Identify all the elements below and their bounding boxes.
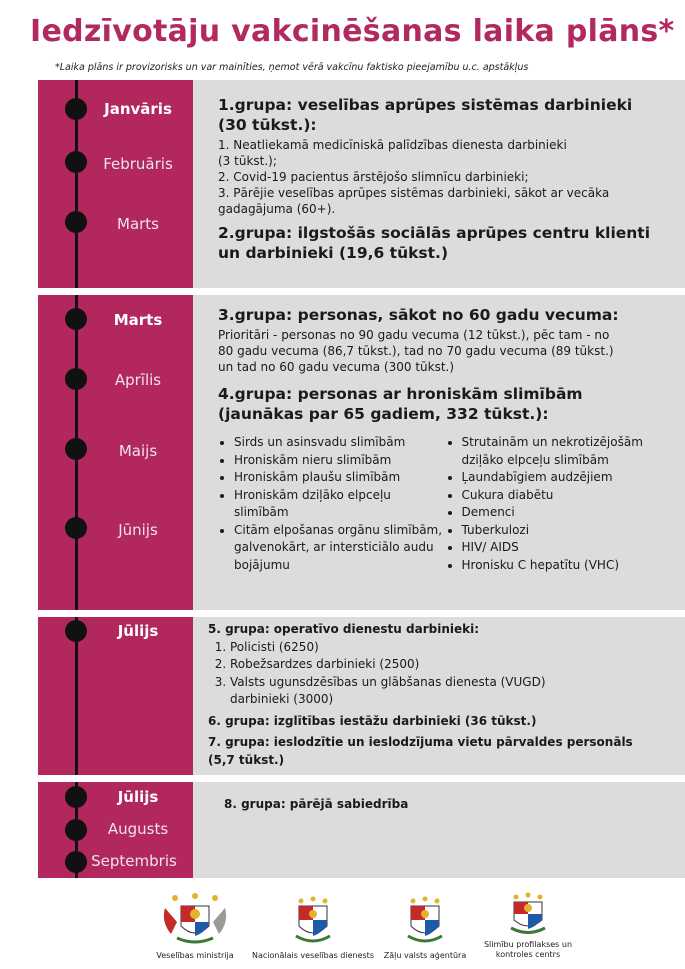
- timeline-dot: [65, 517, 87, 539]
- timeline-dot: [65, 151, 87, 173]
- small-coat-of-arms-icon: [505, 892, 551, 936]
- list-item: • HIV/ AIDS: [462, 539, 674, 557]
- group-1-item: gadagājuma (60+).: [218, 202, 336, 216]
- logo-veselibas-ministrija: [140, 892, 250, 960]
- month-label: Jūnijs: [118, 521, 158, 539]
- list-item: 2. Robežsardzes darbinieki (2500): [230, 656, 673, 674]
- timeline-block-3: [38, 617, 685, 775]
- group-5-title: 5. grupa: operatīvo dienestu darbinieki:: [208, 622, 480, 636]
- group-2-title: 2.grupa: ilgstošās sociālās aprūpes centru klienti: [218, 224, 651, 242]
- list-item: • Cukura diabētu: [462, 487, 674, 505]
- list-item: • Sirds un asinsvadu slimībām: [234, 434, 446, 452]
- list-item: • Tuberkulozi: [462, 522, 674, 540]
- group-3-text: 80 gadu vecuma (86,7 tūkst.), tad no 70 gadu vecuma (89 tūkst.): [218, 344, 614, 358]
- list-item: 1. Policisti (6250): [230, 639, 673, 657]
- month-label: Jūlijs: [117, 622, 159, 640]
- small-coat-of-arms-icon: [402, 896, 448, 946]
- month-label: Janvāris: [104, 100, 172, 118]
- month-sidebar: [38, 295, 193, 610]
- block-content: [224, 796, 673, 814]
- disease-list-left: [218, 434, 446, 574]
- timeline-dot: [65, 98, 87, 120]
- month-label: Aprīlis: [114, 371, 162, 389]
- list-item: • Hroniskām dziļāko elpceļu slimībām: [234, 487, 446, 522]
- group-8-title: 8. grupa: pārējā sabiedrība: [224, 797, 409, 811]
- group-3-text: Prioritāri - personas no 90 gadu vecuma (12 tūkst.), pēc tam - no: [218, 328, 610, 342]
- disease-list-right: [446, 434, 674, 574]
- group-1-item: (3 tūkst.);: [218, 154, 277, 168]
- disease-lists: [218, 434, 673, 574]
- group-7-title: 7. grupa: ieslodzītie un ieslodzījuma vietu pārvaldes personāls: [208, 735, 633, 749]
- timeline-dot: [65, 438, 87, 460]
- group-1-item: 2. Covid-19 pacientus ārstējošo slimnīcu darbinieki;: [218, 170, 529, 184]
- month-sidebar: [38, 80, 193, 288]
- month-label: Maijs: [118, 442, 158, 460]
- timeline-dot: [65, 308, 87, 330]
- disclaimer-note: *Laika plāns ir provizorisks un var mainīties, ņemot vērā vakcīnu faktisko pieejamību u.c. apstākļus: [55, 62, 529, 73]
- group-4-title: 4.grupa: personas ar hroniskām slimībām: [218, 385, 583, 403]
- group-1-item: 3. Pārējie veselības aprūpes sistēmas darbinieki, sākot ar vecāka: [218, 186, 610, 200]
- month-label: Februāris: [103, 155, 173, 173]
- month-sidebar: [38, 782, 193, 878]
- logo-caption: Slimību profilakses un kontroles centrs: [483, 940, 573, 959]
- list-item: • Citām elpošanas orgānu slimībām, galvenokārt, ar intersticiālo audu bojājumu: [234, 522, 446, 575]
- list-item: • Hronisku C hepatītu (VHC): [462, 557, 674, 575]
- block-content: [218, 95, 673, 263]
- group-1-item: 1. Neatliekamā medicīniskā palīdzības dienesta darbinieki: [218, 138, 567, 152]
- timeline-dot: [65, 211, 87, 233]
- list-item: • Strutainām un nekrotizējošām dziļāko elpceļu slimībām: [462, 434, 674, 469]
- month-label: Marts: [113, 311, 163, 329]
- month-label: Jūlijs: [117, 788, 159, 806]
- group-1-title: 1.grupa: veselības aprūpes sistēmas darbinieki: [218, 96, 633, 114]
- timeline-block-4: [38, 782, 685, 878]
- logo-caption: Nacionālais veselības dienests: [251, 951, 374, 960]
- small-coat-of-arms-icon: [290, 896, 336, 946]
- list-item: • Demenci: [462, 504, 674, 522]
- list-item: • Ļaundabīgiem audzējiem: [462, 469, 674, 487]
- group-1-count: (30 tūkst.):: [218, 116, 317, 134]
- list-item: • Hroniskām plaušu slimībām: [234, 469, 446, 487]
- group-3-title: 3.grupa: personas, sākot no 60 gadu vecuma:: [218, 306, 619, 324]
- logo-nacionalais-veselibas-dienests: [248, 896, 378, 960]
- group-3-text: un tad no 60 gadu vecuma (300 tūkst.): [218, 360, 455, 374]
- month-label: Marts: [117, 215, 159, 233]
- group-2-count: un darbinieki (19,6 tūkst.): [218, 244, 449, 262]
- coat-of-arms-icon: [159, 892, 231, 946]
- month-label: Septembris: [91, 852, 177, 870]
- month-label: Augusts: [107, 820, 169, 838]
- group-4-count: (jaunākas par 65 gadiem, 332 tūkst.):: [218, 405, 549, 423]
- group-7-count: (5,7 tūkst.): [208, 752, 285, 767]
- block-content: [208, 621, 673, 769]
- logo-bar: [0, 890, 685, 969]
- list-item: 3. Valsts ugunsdzēsības un glābšanas dienesta (VUGD) darbinieki (3000): [230, 674, 570, 709]
- timeline-block-2: [38, 295, 685, 610]
- block-content: [218, 305, 673, 574]
- logo-caption: Veselības ministrija: [156, 951, 234, 960]
- group-6-title: 6. grupa: izglītības iestāžu darbinieki (36 tūkst.): [208, 713, 537, 728]
- timeline-dot: [65, 786, 87, 808]
- list-item: • Hroniskām nieru slimībām: [234, 452, 446, 470]
- timeline-block-1: [38, 80, 685, 288]
- page-title: Iedzīvotāju vakcinēšanas laika plāns*: [30, 14, 675, 49]
- logo-zalu-valsts-agentura: [370, 896, 480, 960]
- logo-caption: Zāļu valsts aģentūra: [383, 951, 467, 960]
- timeline-dot: [65, 368, 87, 390]
- timeline-dot: [65, 620, 87, 642]
- logo-slimibu-profilakses-centrs: [478, 892, 578, 960]
- month-sidebar: [38, 617, 193, 775]
